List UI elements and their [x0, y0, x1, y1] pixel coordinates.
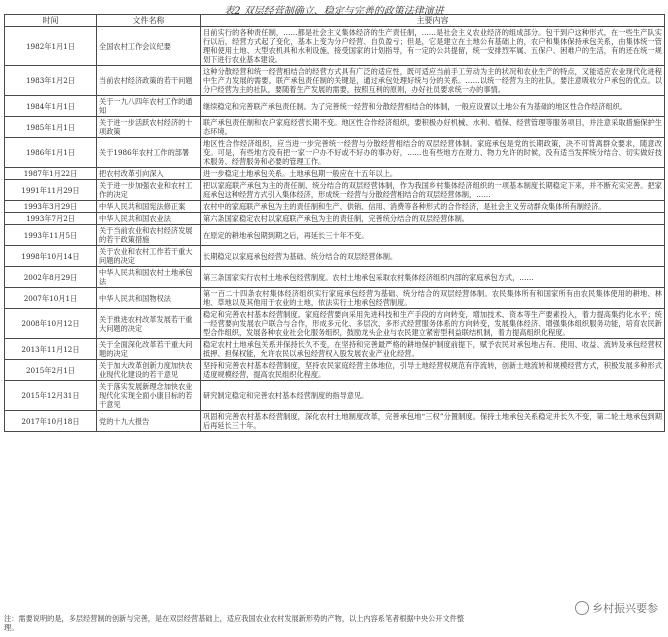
row-document: 关于落实发展新理念加快农业现代化实现全面小康目标的若干意见: [97, 381, 201, 411]
table-row: [5, 201, 665, 213]
row-date: 2002年8月29日: [5, 267, 97, 288]
table-row: [5, 168, 665, 180]
row-content: 稳定农村土地承包关系并保持长久不变，在坚持和完善最严格的耕地保护制度前提下，赋予农民对承包地占有、使用、收益、流转及承包经营权抵押、担保权能，允许农民以承包经营权入股发展农业产业化经营。: [201, 339, 665, 360]
table-row: [5, 339, 665, 360]
row-document: 关于农业和农村工作若干重大问题的决定: [97, 246, 201, 267]
row-content: 稳定和完善农村基本经营制度。家庭经营要向采用先进科技和生产手段的方向转变，增加技术、资本等生产要素投入，着力提高集约化水平；统一经营要向发展农户联合与合作，形成多元化、多层次、多形式经营服务体系的方向转变，发展集体经济、增强集体组织服务功能，培育农民新型合作组织，发展各种农业社会化服务组织，鼓励龙头企业与农民建立紧密型利益联结机制，着力提高组织化程度。: [201, 309, 665, 339]
row-content: 进一步稳定土地承包关系。土地承包期一般应在十五年以上。: [201, 168, 665, 180]
row-date: 2017年10月18日: [5, 411, 97, 432]
row-content: 在原定的耕地承包期到期之后，再延长三十年不变。: [201, 225, 665, 246]
row-date: 2013年11月12日: [5, 339, 97, 360]
row-document: 把农村改革引向深入: [97, 168, 201, 180]
table-row: [5, 27, 665, 66]
row-document: 当前农村经济政策的若干问题: [97, 66, 201, 96]
table-title: 表2 双层经营制确立、稳定与完善的政策法律演进: [224, 6, 444, 17]
row-date: 1993年7月2日: [5, 213, 97, 225]
row-content: 联产承包责任制和农户家庭经营长期不变。地区性合作经济组织，要积极办好机械、水利、植保、经营管理等服务项目，并注意采取措施保护生态环境。: [201, 117, 665, 138]
row-content: 长期稳定以家庭承包经营为基础、统分结合的双层经营体制。: [201, 246, 665, 267]
header-time: 时间: [5, 15, 97, 27]
row-document: 党的十九大报告: [97, 411, 201, 432]
row-content: 第一百二十四条农村集体经济组织实行家庭承包经营为基础、统分结合的双层经营体制。农民集体所有和国家所有由农民集体使用的耕地、林地、草地以及其他用于农业的土地，依法实行土地承包经营制度。: [201, 288, 665, 309]
table-row: [5, 381, 665, 411]
table-row: [5, 288, 665, 309]
table-row: [5, 66, 665, 96]
wechat-logo-icon: [575, 601, 589, 615]
table-row: [5, 225, 665, 246]
row-content: 这种分散经营和统一经营相结合的经营方式具有广泛的适应性，既可适应当前手工劳动为主的状况和农业生产的特点，又能适应农业现代化进程中生产力发展的需要。联产承包责任制的关键是，通过承包处理好统与分的关系。……以统一经营为主的社队，要注意吸收分户承包的优点。以分户经营为主的社队，要随着生产发展的需要，按照互利的原则，办好社员要求统一办的事情。: [201, 66, 665, 96]
row-document: 中华人民共和国农业法: [97, 213, 201, 225]
row-document: 关于进一步活跃农村经济的十项政策: [97, 117, 201, 138]
row-date: 2008年10月12日: [5, 309, 97, 339]
table-row: [5, 213, 665, 225]
table-row: [5, 309, 665, 339]
row-content: 继续稳定和完善联产承包责任制。为了完善统一经营和分散经营相结合的体制，一般应设置以土地公有为基础的地区性合作经济组织。: [201, 96, 665, 117]
row-date: 1993年11月5日: [5, 225, 97, 246]
table-row: [5, 138, 665, 168]
row-content: 地区性合作经济组织，应当进一步完善统一经营与分散经营相结合的双层经营体制。家庭承包是党的长期政策，决不可背离群众要求，随意改变。可是，有些地方没有把一家一户办不好或不好办的事办好，……也有些地方在财力、物力允许的时候，没有适当发挥统分结合、切实做好技术服务、经营服务和必要的管理工作。: [201, 138, 665, 168]
row-content: 坚持和完善农村基本经营制度，坚持农民家庭经营主体地位，引导土地经营权规范有序流转，创新土地流转和规模经营方式，积极发展多种形式适度规模经营，提高农民组织化程度。: [201, 360, 665, 381]
row-document: 中华人民共和国农村土地承包法: [97, 267, 201, 288]
row-document: 关于1986年农村工作的部署: [97, 138, 201, 168]
table-row: [5, 117, 665, 138]
row-document: 关于一九八四年农村工作的通知: [97, 96, 201, 117]
table-row: [5, 267, 665, 288]
row-date: 1993年3月29日: [5, 201, 97, 213]
row-document: 全国农村工作会议纪要: [97, 27, 201, 66]
row-document: 关于全面深化改革若干重大问题的决定: [97, 339, 201, 360]
table-header-row: [5, 15, 665, 27]
row-content: 农村中的家庭联产承包为主的责任制和生产、供销、信用、消费等各种形式的合作经济，是社会主义劳动群众集体所有制经济。: [201, 201, 665, 213]
row-content: 研究制定稳定和完善农村基本经营制度的指导意见。: [201, 381, 665, 411]
row-date: 1985年1月1日: [5, 117, 97, 138]
row-document: 关于进一步加强农业和农村工作的决定: [97, 180, 201, 201]
watermark: [575, 600, 658, 616]
row-content: 第六条国家稳定农村以家庭联产承包为主的责任制，完善统分结合的双层经营体制。: [201, 213, 665, 225]
row-date: 1982年1月1日: [5, 27, 97, 66]
row-document: 关于加大改革创新力度加快农业现代化建设的若干意见: [97, 360, 201, 381]
row-date: 1998年10月14日: [5, 246, 97, 267]
row-document: 关于推进农村改革发展若干重大问题的决定: [97, 309, 201, 339]
row-date: 1987年1月22日: [5, 168, 97, 180]
table-row: [5, 180, 665, 201]
row-content: 把以家庭联产承包为主的责任制、统分结合的双层经营体制，作为我国乡村集体经济组织的一项基本制度长期稳定下来，并不断充实完善。把家庭承包这种经营方式引入集体经济，形成统一经营与分散经营相结合的双层经营体制，……: [201, 180, 665, 201]
row-document: 中华人民共和国宪法修正案: [97, 201, 201, 213]
row-content: 巩固和完善农村基本经营制度，深化农村土地制度改革，完善承包地“三权”分置制度。保持土地承包关系稳定并长久不变，第二轮土地承包到期后再延长三十年。: [201, 411, 665, 432]
row-date: 1984年1月1日: [5, 96, 97, 117]
row-document: 关于当前农业和农村经济发展的若干政策措施: [97, 225, 201, 246]
table-row: [5, 96, 665, 117]
row-document: 中华人民共和国物权法: [97, 288, 201, 309]
row-date: 1983年1月2日: [5, 66, 97, 96]
row-date: 2015年2月1日: [5, 360, 97, 381]
row-content: 目前实行的各种责任制，……都是社会主义集体经济的生产责任制，……是社会主义农业经济的组成部分。包干到户这种形式，在一些生产队实行以后，经营方式起了变化，基本上变为分户经营、自负盈亏；但是，它是建立在土地公有基础上的，农户和集体保持承包关系，由集体统一管理和使用土地、大型农机具和水利设施，接受国家的计划指导，有一定的公共提留，统一安排烈军属、五保户、困难户的生活，有的还在统一规划下进行农业基本建设。: [201, 27, 665, 66]
row-date: 2015年12月31日: [5, 381, 97, 411]
row-date: 2007年10月1日: [5, 288, 97, 309]
header-document: 文件名称: [97, 15, 201, 27]
table-row: [5, 246, 665, 267]
header-content: 主要内容: [201, 15, 665, 27]
row-date: 1991年11月29日: [5, 180, 97, 201]
table-row: [5, 360, 665, 381]
policy-table: [4, 14, 665, 432]
row-content: 第三条国家实行农村土地承包经营制度。农村土地承包采取农村集体经济组织内部的家庭承包方式，……: [201, 267, 665, 288]
row-date: 1986年1月1日: [5, 138, 97, 168]
watermark-text: 乡村振兴要参: [592, 602, 658, 615]
table-row: [5, 411, 665, 432]
footnote: 注：需要说明的是，多层经营制的创新与完善，是在双层经营基础上，适应我国农业农村发展新形势的产物，以上内容系笔者根据中央公开文件整理。: [4, 614, 465, 632]
